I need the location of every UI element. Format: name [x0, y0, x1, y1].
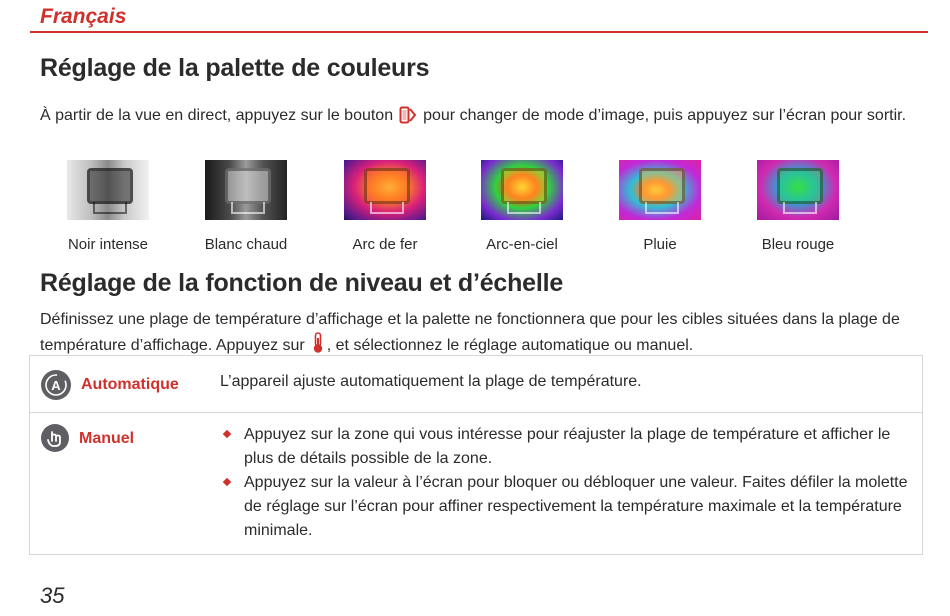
palette-instructions-end: pour changer de mode d’image, puis appuyez sur l’écran pour sortir.: [423, 107, 907, 124]
palette-icon: [399, 106, 417, 132]
palette-image-blanc-chaud: [205, 160, 287, 220]
header-rule: [30, 31, 928, 33]
page-number: 35: [40, 583, 65, 608]
palette-instructions: [40, 104, 910, 132]
mode-description-auto: L’appareil ajuste automatiquement la plage de température.: [220, 373, 642, 390]
palette-image-arc-en-ciel: [481, 160, 563, 220]
palette-image-bleu-rouge: [757, 160, 839, 220]
palette-instructions-start: À partir de la vue en direct, appuyez sur le bouton: [40, 107, 394, 124]
section-title-level-span: Réglage de la fonction de niveau et d’échelle: [40, 269, 564, 297]
mode-table: [29, 355, 923, 555]
palette-noir-intense: [38, 160, 178, 253]
palette-label: Noir intense: [67, 236, 149, 253]
palette-thumbnails: [40, 160, 900, 260]
mode-row-auto: [30, 356, 922, 413]
manual-mode-icon: [41, 424, 69, 452]
mode-label-auto: Automatique: [81, 376, 179, 393]
manual-bullet-list: [220, 423, 910, 543]
bullet-diamond-icon: [223, 430, 231, 438]
level-span-instructions-start: Définissez une plage de température d’affichage et la palette ne fonctionnera que pour les cibles situées dans la plage de température d’affichage. Appuyez sur: [40, 311, 900, 354]
list-item: [220, 471, 910, 543]
palette-arc-de-fer: [315, 160, 455, 253]
level-span-instructions: [40, 308, 910, 362]
bullet-diamond-icon: [223, 478, 231, 486]
auto-mode-icon: [41, 370, 71, 400]
list-item: [220, 423, 910, 471]
mode-label-manual: Manuel: [79, 430, 135, 447]
palette-label: Blanc chaud: [204, 236, 288, 253]
palette-label: Pluie: [643, 236, 677, 253]
section-title-palette: Réglage de la palette de couleurs: [40, 54, 430, 82]
palette-bleu-rouge: [728, 160, 868, 253]
bullet-text: Appuyez sur la valeur à l’écran pour bloquer ou débloquer une valeur. Faites défiler la molette de réglage sur l’écran pour affiner respectivement la température maximale et la température minimale.: [244, 474, 908, 539]
bullet-text: Appuyez sur la zone qui vous intéresse pour réajuster la plage de température et afficher le plus de détails possible de la zone.: [244, 426, 891, 467]
palette-blanc-chaud: [176, 160, 316, 253]
palette-arc-en-ciel: [452, 160, 592, 253]
palette-image-arc-de-fer: [344, 160, 426, 220]
palette-label: Arc de fer: [352, 236, 418, 253]
palette-image-pluie: [619, 160, 701, 220]
palette-label: Bleu rouge: [761, 236, 835, 253]
mode-row-manual: [30, 413, 922, 554]
palette-label: Arc-en-ciel: [486, 236, 558, 253]
level-span-instructions-end: , et sélectionnez le réglage automatique ou manuel.: [326, 337, 694, 354]
language-label: Français: [40, 5, 127, 28]
palette-pluie: [590, 160, 730, 253]
svg-text:A: A: [51, 378, 61, 393]
palette-image-noir-intense: [67, 160, 149, 220]
